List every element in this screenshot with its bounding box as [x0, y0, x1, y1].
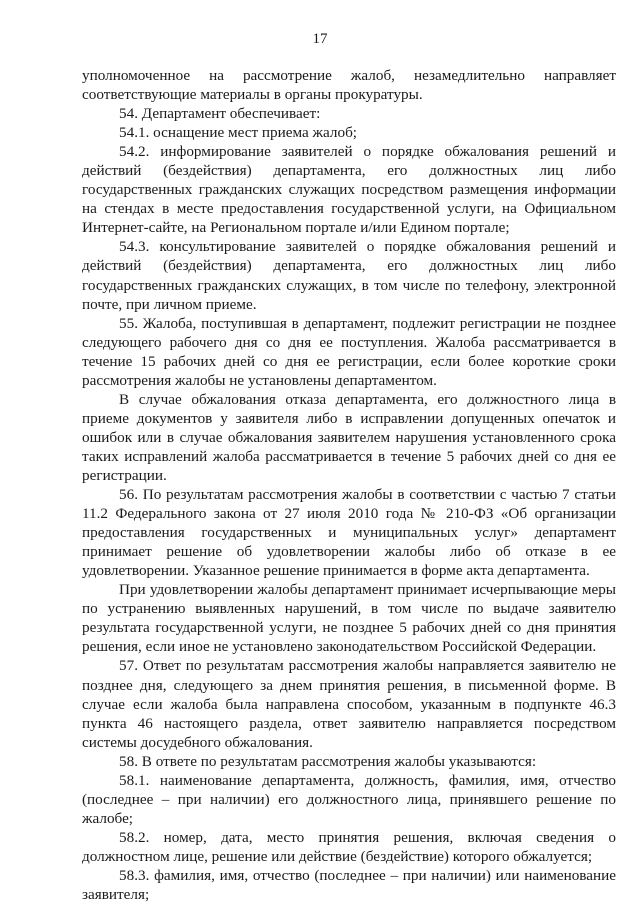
page-number: 17	[312, 31, 328, 47]
paragraph-56: 56. По результатам рассмотрения жалобы в соответствии с частью 7 статьи 11.2 Федерального закона от 27 июля 2010 года № 210-ФЗ «Об организации предоставления государственных и муниципальных услуг» департамент принимает решение об удовлетворении жалобы либо об отказе в ее удовлетворении. Указанное решение принимается в форме акта департамента.	[82, 486, 616, 580]
document-body	[82, 66, 616, 904]
paragraph-58-3: 58.3. фамилия, имя, отчество (последнее – при наличии) или наименование заявителя;	[82, 866, 616, 904]
paragraph-54-2: 54.2. информирование заявителей о порядке обжалования решений и действий (бездействия) департамента, его должностных лиц либо государственных гражданских служащих посредством размещения информации на стендах в месте предоставления государственной услуги, на Официальном Интернет-сайте, на Региональном портале и/или Едином портале;	[82, 143, 616, 237]
paragraph-54: 54. Департамент обеспечивает:	[119, 105, 321, 123]
paragraph-55: 55. Жалоба, поступившая в департамент, подлежит регистрации не позднее следующего рабочего дня со дня ее поступления. Жалоба рассматривается в течение 15 рабочих дней со дня ее регистрации, если более короткие сроки рассмотрения жалобы не установлены департаментом.	[82, 314, 616, 389]
paragraph-56-satisfaction: При удовлетворении жалобы департамент принимает исчерпывающие меры по устранению выявленных нарушений, в том числе по выдаче заявителю результата государственной услуги, не позднее 5 рабочих дней со дня принятия решения, если иное не установлено законодательством Российской Федерации.	[82, 581, 616, 656]
paragraph-54-3: 54.3. консультирование заявителей о порядке обжалования решений и действий (бездействия) департамента, его должностных лиц либо государственных гражданских служащих, в том числе по телефону, электронной почте, при личном приеме.	[82, 238, 616, 313]
paragraph-58-1: 58.1. наименование департамента, должность, фамилия, имя, отчество (последнее – при наличии) его должностного лица, принявшего решение по жалобе;	[82, 771, 616, 827]
paragraph-57: 57. Ответ по результатам рассмотрения жалобы направляется заявителю не позднее дня, следующего за днем принятия решения, в письменной форме. В случае если жалоба была направлена способом, указанным в подпункте 46.3 пункта 46 настоящего раздела, ответ заявителю направляется посредством системы досудебного обжалования.	[82, 657, 616, 751]
paragraph-55-refusal: В случае обжалования отказа департамента, его должностного лица в приеме документов у заявителя либо в исправлении допущенных опечаток и ошибок или в случае обжалования заявителем нарушения установленного срока таких исправлений жалоба рассматривается в течение 5 рабочих дней со дня ее регистрации.	[82, 390, 616, 484]
paragraph-54-1: 54.1. оснащение мест приема жалоб;	[119, 124, 358, 142]
paragraph-continuation: уполномоченное на рассмотрение жалоб, незамедлительно направляет соответствующие материалы в органы прокуратуры.	[82, 67, 616, 104]
paragraph-58-2: 58.2. номер, дата, место принятия решения, включая сведения о должностном лице, решение или действие (бездействие) которого обжалуется;	[82, 828, 616, 865]
paragraph-58: 58. В ответе по результатам рассмотрения жалобы указываются:	[119, 752, 537, 770]
